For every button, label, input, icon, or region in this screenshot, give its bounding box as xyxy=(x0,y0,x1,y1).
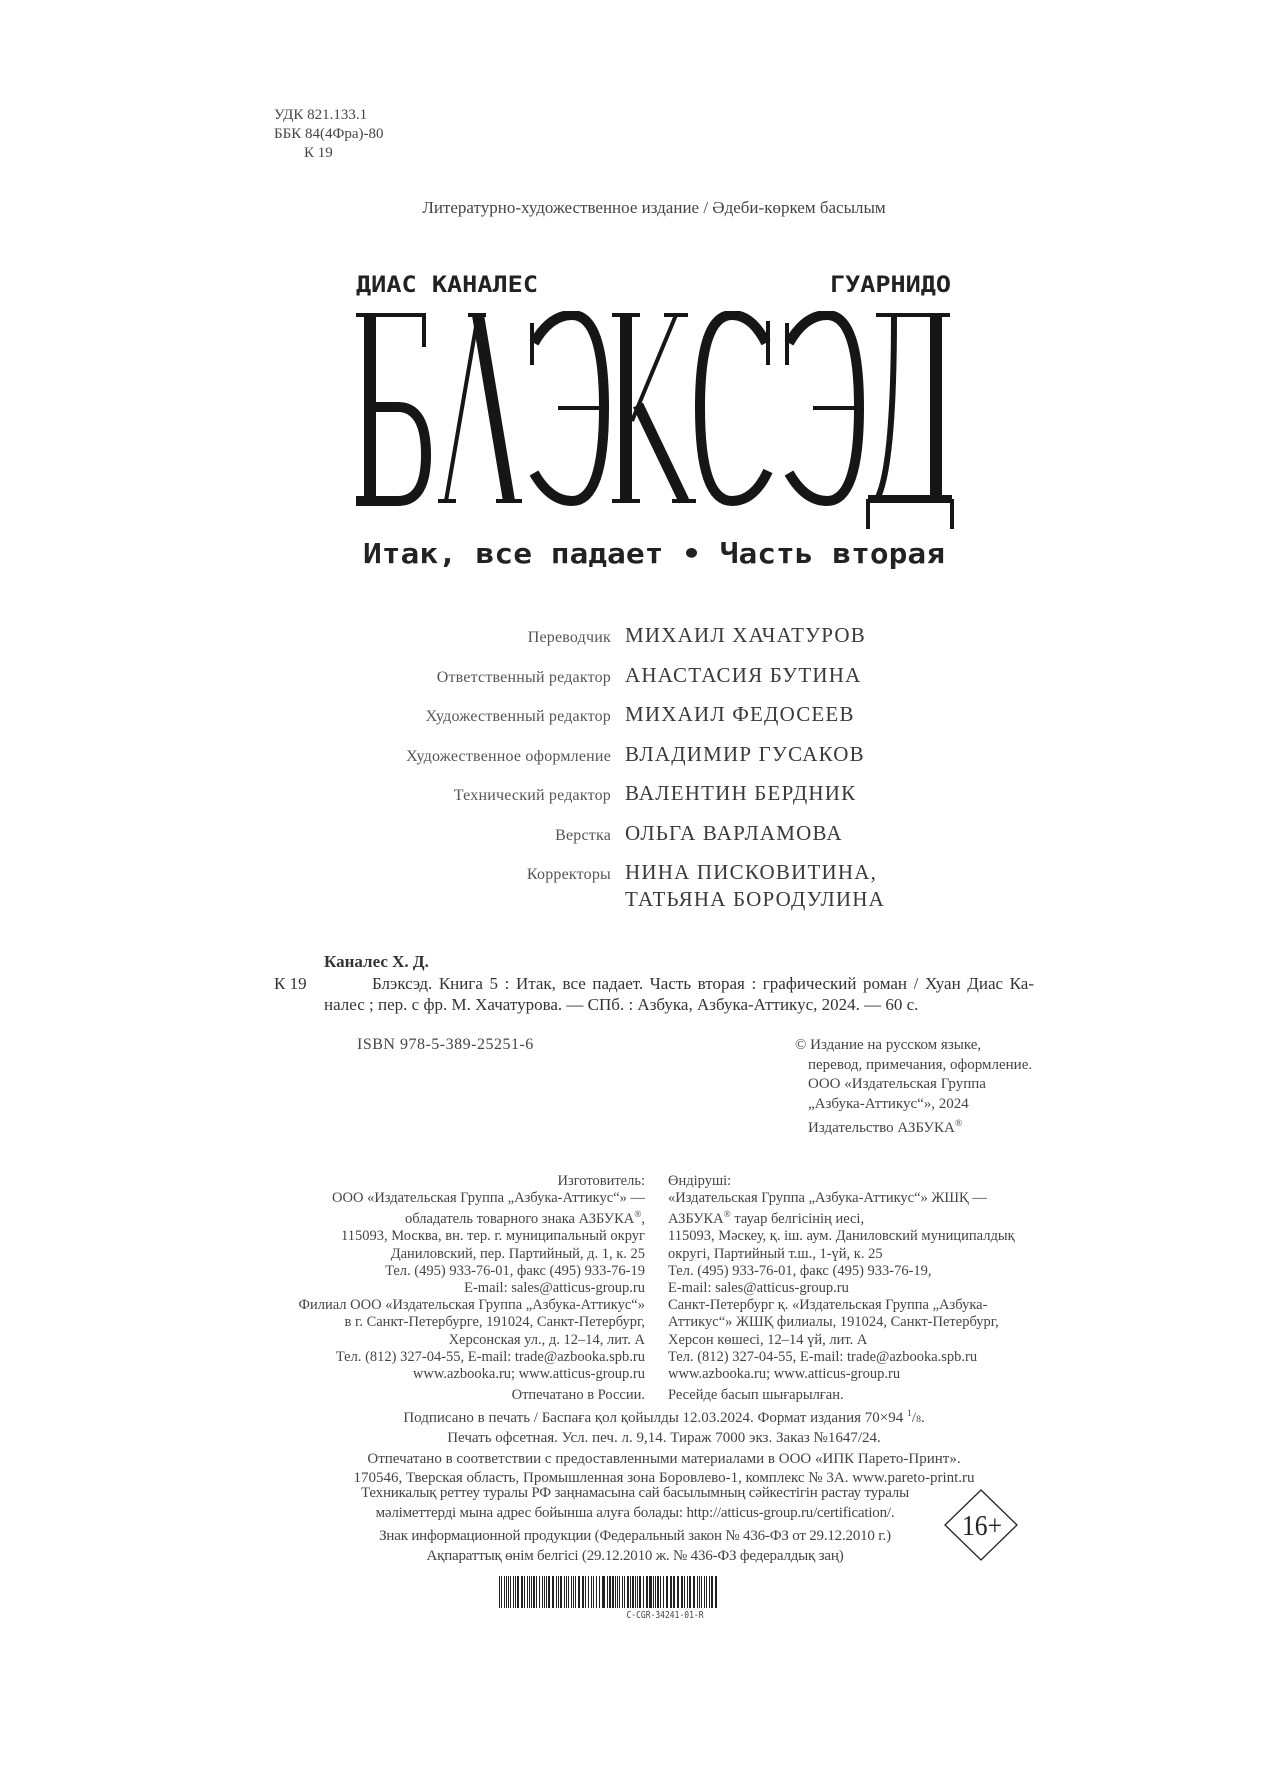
barcode-bar xyxy=(684,1576,685,1608)
credit-role: Художественный редактор xyxy=(425,708,611,725)
edition-type: Литературно-художественное издание / Әдеби-көркем басылым xyxy=(422,198,886,217)
producer-line: Даниловский, пер. Партийный, д. 1, к. 25 xyxy=(390,1245,645,1262)
barcode-bar xyxy=(548,1576,550,1608)
barcode-bar xyxy=(716,1576,717,1608)
credit-name xyxy=(625,622,866,649)
barcode-bar xyxy=(575,1576,576,1608)
producer-kz xyxy=(668,1173,1015,1404)
age-rating-badge xyxy=(944,1489,1018,1561)
print-info-line: Печать офсетная. Усл. печ. л. 9,14. Тираж 7000 экз. Заказ №1647/24. xyxy=(447,1430,881,1446)
barcode-bar xyxy=(647,1576,648,1608)
barcode-bar xyxy=(670,1576,672,1608)
producer-line: Тел. (495) 933-76-01, факс (495) 933-76-19, xyxy=(668,1262,932,1279)
credit-name-line: МИХАИЛ ФЕДОСЕЕВ xyxy=(625,702,855,726)
barcode-bar xyxy=(639,1576,641,1608)
barcode-bar xyxy=(501,1576,502,1608)
copyright-block xyxy=(795,1036,1032,1139)
barcode-bar xyxy=(701,1576,702,1608)
barcode-bar xyxy=(599,1576,600,1608)
catalog-entry xyxy=(274,951,1034,1016)
producer-line: E-mail: sales@atticus-group.ru xyxy=(464,1280,645,1297)
title-letter-l xyxy=(438,315,522,501)
barcode-bar xyxy=(560,1576,562,1608)
barcode-bar xyxy=(612,1576,613,1608)
barcode-bar xyxy=(613,1576,614,1608)
barcode-bar xyxy=(593,1576,594,1608)
barcode-bar xyxy=(663,1576,664,1608)
barcode-bar xyxy=(513,1576,514,1608)
barcode-bar xyxy=(534,1576,535,1608)
barcode-bar xyxy=(515,1576,517,1608)
barcode-bar xyxy=(706,1576,707,1608)
credit-row xyxy=(0,701,1280,741)
barcode-bar xyxy=(677,1576,679,1608)
credit-row xyxy=(0,662,1280,702)
producer-line: www.azbooka.ru; www.atticus-group.ru xyxy=(412,1366,645,1383)
barcode-bar xyxy=(632,1576,633,1608)
producer-ru xyxy=(299,1173,645,1404)
author-right: ГУАРНИДО xyxy=(830,273,951,298)
print-info-line: Отпечатано в соответствии с предоставленными материалами в ООО «ИПК Парето-Принт». xyxy=(367,1451,961,1467)
barcode-bar xyxy=(657,1576,658,1608)
barcode-bar xyxy=(522,1576,523,1608)
barcode-bar xyxy=(566,1576,567,1608)
producer-line: Херсонская ул., д. 12–14, лит. А xyxy=(448,1331,645,1348)
barcode-bar xyxy=(673,1576,675,1608)
barcode-bar xyxy=(637,1576,638,1608)
catalog-line-2: налес ; пер. с фр. М. Хачатурова. — СПб. : Азбука, Азбука-Аттикус, 2024. — 60 с. xyxy=(324,995,919,1014)
catalog-code: К 19 xyxy=(274,973,307,993)
barcode-bar xyxy=(571,1576,572,1608)
producer-line: Тел. (812) 327-04-55, E-mail: trade@azbooka.spb.ru xyxy=(668,1348,978,1365)
barcode-bar xyxy=(508,1576,509,1608)
credit-name-line: НИНА ПИСКОВИТИНА, xyxy=(625,860,878,884)
barcode-bar xyxy=(624,1576,625,1608)
barcode-bar xyxy=(649,1576,650,1608)
producer-line: Өндіруші: xyxy=(668,1173,732,1189)
barcode-bar xyxy=(582,1576,583,1608)
barcode-bar xyxy=(544,1576,545,1608)
barcode-bar xyxy=(499,1576,500,1608)
credits-list xyxy=(0,622,1280,913)
credit-name xyxy=(625,741,865,768)
barcode-bar xyxy=(643,1576,644,1608)
barcode-bar xyxy=(653,1576,654,1608)
barcode-bar xyxy=(510,1576,511,1608)
copyright-line: © Издание на русском языке, xyxy=(795,1037,982,1053)
barcode-bar xyxy=(646,1576,647,1608)
author-mark: К 19 xyxy=(304,145,333,161)
barcode-bar xyxy=(506,1576,507,1608)
book-title-logo xyxy=(352,311,956,533)
age-rating-text: 16+ xyxy=(962,1511,1002,1542)
title-letter-d xyxy=(868,315,952,529)
barcode-bar xyxy=(681,1576,683,1608)
title-letter-s xyxy=(700,315,768,501)
barcode-bar xyxy=(622,1576,623,1608)
title-letter-e xyxy=(532,315,604,501)
print-info-line: Подписано в печать / Баспаға қол қойылды 12.03.2024. Формат издания 70×94 $^1$/8. xyxy=(403,1408,925,1426)
producer-line: Тел. (812) 327-04-55, E-mail: trade@azbooka.spb.ru xyxy=(335,1348,645,1365)
author-left: ДИАС КАНАЛЕС xyxy=(356,273,538,298)
credit-role: Художественное оформление xyxy=(406,747,611,765)
barcode-bar xyxy=(607,1576,608,1608)
barcode-bar xyxy=(660,1576,661,1608)
copyright-line: ООО «Издательская Группа xyxy=(808,1076,986,1092)
producer-line: «Издательская Группа „Азбука-Аттикус“» ЖШҚ — xyxy=(668,1190,987,1207)
isbn: ISBN 978-5-389-25251-6 xyxy=(357,1036,534,1053)
barcode-bar xyxy=(715,1576,716,1608)
credit-name-line: ВАЛЕНТИН БЕРДНИК xyxy=(625,781,857,805)
barcode-bar xyxy=(596,1576,597,1608)
producer-line: Херсон көшесі, 12–14 үй, лит. А xyxy=(668,1331,868,1348)
credit-name xyxy=(625,662,862,689)
credit-row xyxy=(0,741,1280,781)
barcode-bar xyxy=(694,1576,695,1608)
credit-name xyxy=(625,701,855,728)
bbk-code: ББК 84(4Фра)-80 xyxy=(274,126,384,142)
barcode-bar xyxy=(556,1576,557,1608)
barcode-bar xyxy=(609,1576,611,1608)
copyright-line: перевод, примечания, оформление. xyxy=(808,1056,1033,1073)
barcode-bar xyxy=(704,1576,705,1608)
barcode-bar xyxy=(602,1576,603,1608)
credit-row xyxy=(0,780,1280,820)
barcode-bar xyxy=(552,1576,554,1608)
barcode-bar xyxy=(633,1576,634,1608)
barcode-bar xyxy=(536,1576,537,1608)
producer-line: Изготовитель: xyxy=(557,1173,645,1189)
barcode-bar xyxy=(667,1576,668,1608)
barcode-bar xyxy=(578,1576,580,1608)
credit-name-line: ОЛЬГА ВАРЛАМОВА xyxy=(625,820,843,845)
barcode-bar xyxy=(617,1576,618,1608)
barcode-bar xyxy=(524,1576,525,1608)
producer-line: Филиал ООО «Издательская Группа „Азбука-Аттикус“» xyxy=(298,1297,645,1314)
title-letter-e-2 xyxy=(787,315,859,501)
barcode-bar xyxy=(697,1576,698,1608)
producer-line: АЗБУКА® тауар белгісінің иесі, xyxy=(668,1210,865,1228)
barcode-bar xyxy=(546,1576,547,1608)
credit-role: Ответственный редактор xyxy=(436,668,611,686)
producer-line: Аттикус“» ЖШҚ филиалы, 191024, Санкт-Петербург, xyxy=(668,1314,999,1331)
producer-line: www.azbooka.ru; www.atticus-group.ru xyxy=(668,1366,901,1383)
credit-role: Переводчик xyxy=(527,629,611,646)
copyright-line: „Азбука-Аттикус“», 2024 xyxy=(808,1095,969,1112)
barcode-bar xyxy=(527,1576,528,1608)
barcode-bar xyxy=(627,1576,628,1608)
book-subtitle: Итак, все падает • Часть вторая xyxy=(363,537,945,570)
credit-name xyxy=(625,820,843,847)
barcode-bar xyxy=(588,1576,589,1608)
title-letter-k xyxy=(612,315,696,501)
barcode-bar xyxy=(517,1576,518,1608)
credit-role: Верстка xyxy=(555,826,611,844)
producer-line: ООО «Издательская Группа „Азбука-Аттикус“» — xyxy=(332,1190,645,1207)
title-letter-b xyxy=(356,315,426,501)
barcode-text: C-CGR-34241-01-R xyxy=(626,1610,704,1621)
producer-line: Отпечатано в России. xyxy=(511,1387,645,1404)
producer-line: Санкт-Петербург қ. «Издательская Группа „Азбука- xyxy=(668,1297,988,1314)
certification-line: мәліметтерді мына адрес бойынша алуға болады: http://atticus-group.ru/certification/. xyxy=(375,1505,895,1521)
barcode-bar xyxy=(568,1576,569,1608)
credit-name xyxy=(625,859,885,913)
producer-line: округі, Партийный т.ш., 1-үй, к. 25 xyxy=(668,1245,883,1262)
barcode-bar xyxy=(709,1576,710,1608)
catalog-author: Каналес Х. Д. xyxy=(324,952,429,971)
barcode-bar xyxy=(583,1576,584,1608)
print-info xyxy=(0,1404,1280,1488)
credit-row xyxy=(0,622,1280,662)
barcode-bar xyxy=(564,1576,565,1608)
barcode-bar xyxy=(558,1576,559,1608)
barcode-bar xyxy=(630,1576,631,1608)
barcode-bar xyxy=(539,1576,540,1608)
producer-line: обладатель товарного знака АЗБУКА®, xyxy=(404,1210,645,1228)
credit-role: Технический редактор xyxy=(453,787,611,804)
barcode-bar xyxy=(619,1576,620,1608)
barcode-bar xyxy=(689,1576,690,1608)
classification-block xyxy=(274,106,383,163)
credit-row xyxy=(0,859,1280,913)
barcode-bar xyxy=(658,1576,659,1608)
barcode-bar xyxy=(711,1576,713,1608)
credit-name-line: МИХАИЛ ХАЧАТУРОВ xyxy=(625,623,866,647)
certification-line: Знак информационной продукции (Федеральный закон № 436-ФЗ от 29.12.2010 г.) xyxy=(379,1528,891,1544)
barcode-bar xyxy=(699,1576,700,1608)
udk-code: УДК 821.133.1 xyxy=(274,107,368,123)
authors-line xyxy=(340,268,960,300)
copyright-line: Издательство АЗБУКА® xyxy=(808,1118,963,1136)
barcode-bar xyxy=(628,1576,629,1608)
catalog-line-1: Блэксэд. Книга 5 : Итак, все падает. Часть вторая : графический роман / Хуан Диас Ка- xyxy=(372,973,1034,993)
barcode-bar xyxy=(521,1576,522,1608)
credit-name-line: ВЛАДИМИР ГУСАКОВ xyxy=(625,741,865,766)
barcode-bar xyxy=(693,1576,694,1608)
producer-line: в г. Санкт-Петербурге, 191024, Санкт-Петербург, xyxy=(344,1314,645,1331)
credit-name-line: АНАСТАСИЯ БУТИНА xyxy=(625,662,862,687)
barcode-bar xyxy=(655,1576,656,1608)
credit-role: Корректоры xyxy=(526,866,611,883)
barcode-bar xyxy=(531,1576,532,1608)
barcode-bar xyxy=(542,1576,543,1608)
credit-name-line: ТАТЬЯНА БОРОДУЛИНА xyxy=(625,887,886,911)
barcode-bar xyxy=(573,1576,574,1608)
barcode-bar xyxy=(529,1576,530,1608)
barcode-bar xyxy=(687,1576,688,1608)
producer-line: Тел. (495) 933-76-01, факс (495) 933-76-19 xyxy=(385,1262,645,1279)
certification-info xyxy=(0,1483,1270,1566)
barcode-bar xyxy=(585,1576,586,1608)
barcode-bar xyxy=(591,1576,592,1608)
subtitle-line xyxy=(340,536,960,570)
certification-line: Техникалық реттеу туралы РФ заңнамасына сай басылымның сәйкестігін растау туралы xyxy=(361,1485,909,1501)
barcode-bar xyxy=(615,1576,616,1608)
barcode-bar xyxy=(650,1576,652,1608)
barcode-bar xyxy=(533,1576,534,1608)
producer-line: 115093, Москва, вн. тер. г. муниципальный округ xyxy=(341,1228,645,1245)
barcode-bar xyxy=(666,1576,667,1608)
credit-row xyxy=(0,820,1280,860)
barcode-bar xyxy=(603,1576,605,1608)
producer-line: E-mail: sales@atticus-group.ru xyxy=(668,1280,849,1297)
producer-line: 115093, Мәскеу, қ. іш. аум. Даниловский муниципалдық xyxy=(668,1228,1015,1245)
print-info-line: 170546, Тверская область, Промышленная зона Боровлево-1, комплекс № 3А. www.pareto-print.ru xyxy=(353,1470,975,1486)
producer-line: Ресейде басып шығарылған. xyxy=(668,1387,844,1404)
credit-name xyxy=(625,780,856,807)
certification-line: Ақпараттық өнім белгісі (29.12.2010 ж. № 436-ФЗ федералдық заң) xyxy=(426,1548,844,1564)
barcode-bar xyxy=(635,1576,636,1608)
barcode-bar xyxy=(504,1576,505,1608)
barcode xyxy=(499,1576,719,1608)
